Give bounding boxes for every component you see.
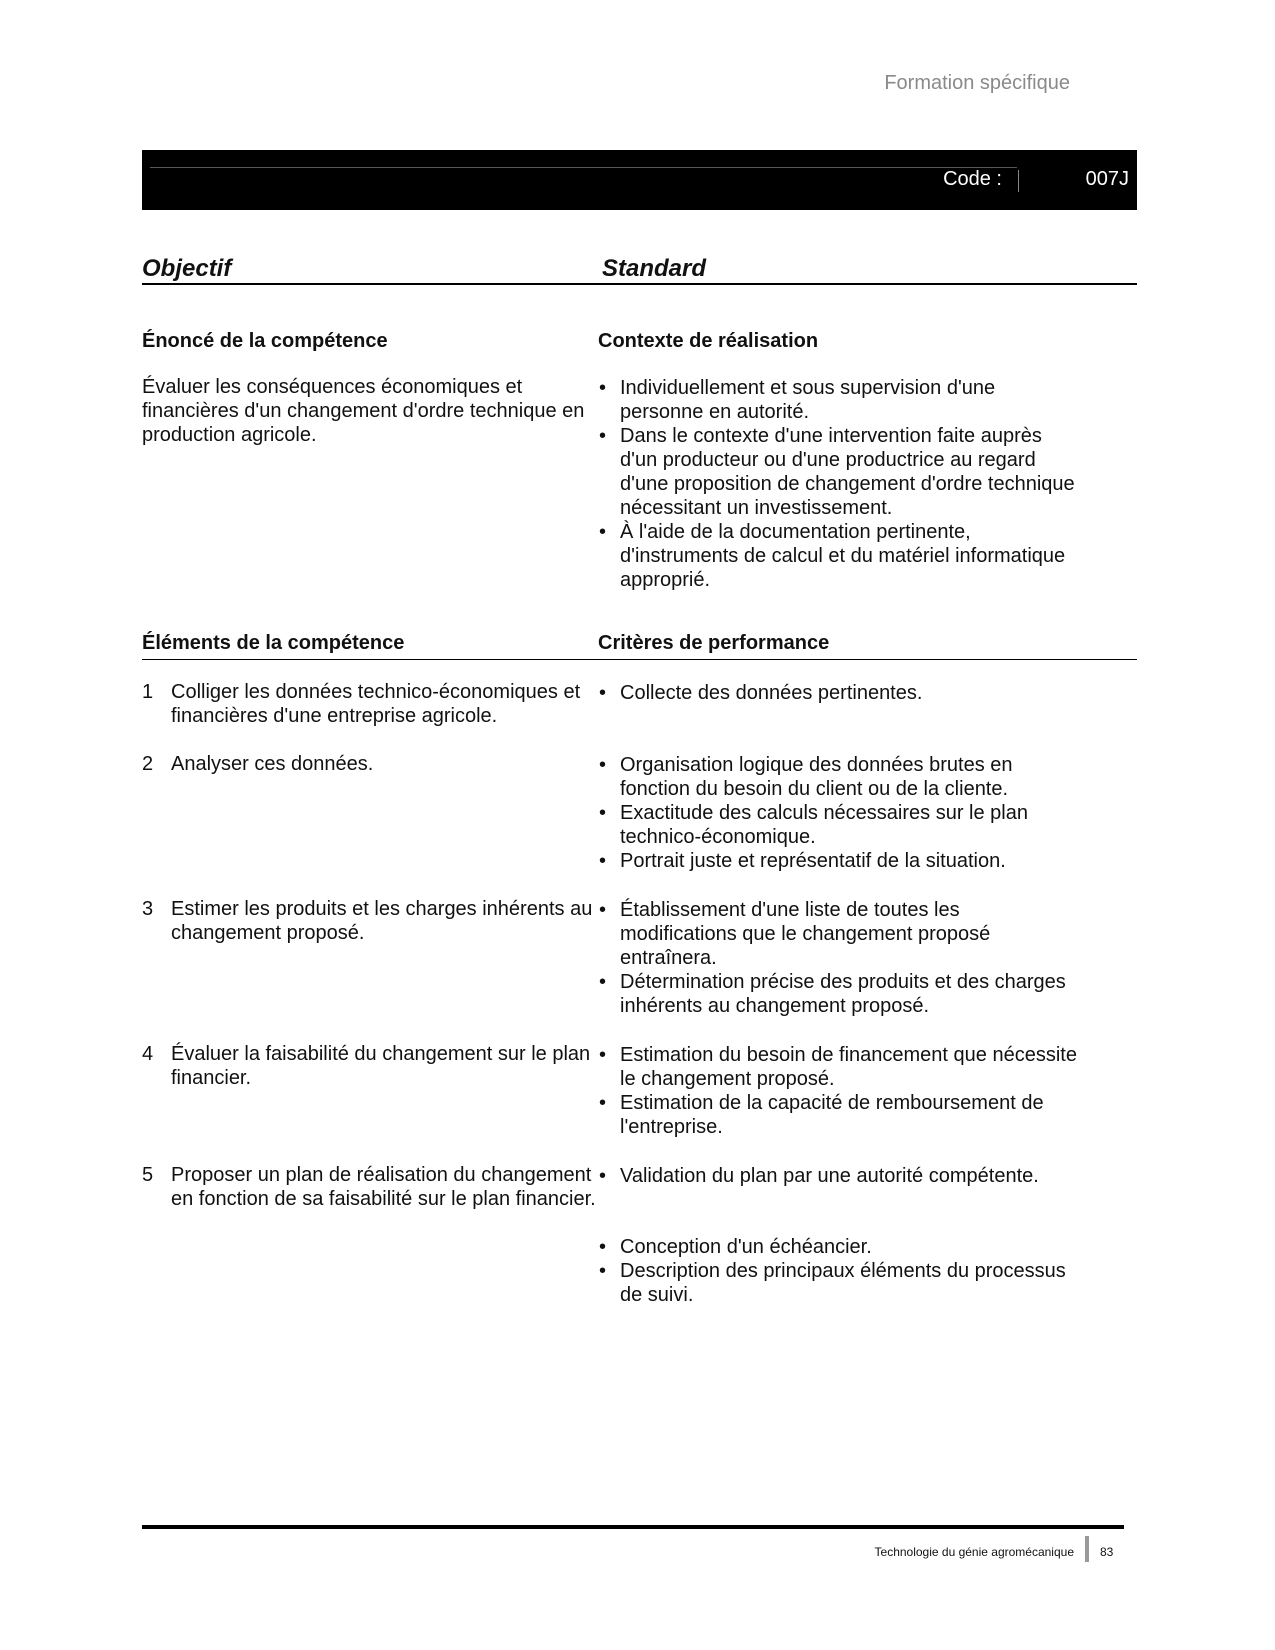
contexte-item: • À l'aide de la documentation pertinente, d'instruments de calcul et du matériel informatique approprié. [598, 520, 1078, 592]
footer-rule [142, 1525, 1124, 1529]
code-value: 007J [1085, 168, 1129, 190]
element-number: 1 [142, 681, 154, 703]
code-bar [142, 150, 1137, 210]
criteria-list-5-extra [598, 1235, 1078, 1307]
element-text: Colliger les données technico-économiques et financières d'une entreprise agricole. [171, 681, 581, 727]
element-text: Évaluer la faisabilité du changement sur le plan financier. [171, 1043, 591, 1089]
criteria-item: • Estimation de la capacité de remboursement de l'entreprise. [598, 1091, 1078, 1139]
criteria-list-3 [598, 898, 1078, 1018]
enonce-heading: Énoncé de la compétence [142, 330, 388, 352]
element-text: Analyser ces données. [171, 753, 374, 775]
standard-title: Standard [602, 255, 707, 282]
criteria-item: • Organisation logique des données brutes en fonction du besoin du client ou de la cliente. [598, 753, 1078, 801]
element-number: 5 [142, 1164, 154, 1186]
title-rule [142, 283, 1137, 285]
criteria-item: • Estimation du besoin de financement que nécessite le changement proposé. [598, 1043, 1078, 1091]
contexte-item: • Dans le contexte d'une intervention faite auprès d'un producteur ou d'une productrice au regard d'une proposition de changement d'ordre technique nécessitant un investissement. [598, 424, 1078, 520]
criteria-item: • Portrait juste et représentatif de la situation. [598, 849, 1078, 873]
code-separator [1018, 170, 1019, 192]
code-bar-line [150, 167, 1017, 168]
criteres-heading: Critères de performance [598, 632, 830, 654]
element-number: 2 [142, 753, 154, 775]
elements-rule [142, 659, 1137, 660]
criteria-list-2 [598, 753, 1078, 873]
criteria-item: • Établissement d'une liste de toutes les modifications que le changement proposé entraînera. [598, 898, 1078, 970]
criteria-item: • Collecte des données pertinentes. [598, 681, 1078, 705]
criteria-list-5 [598, 1164, 1078, 1188]
contexte-list [598, 376, 1078, 592]
code-label: Code : [943, 168, 1002, 190]
element-text: Proposer un plan de réalisation du changement en fonction de sa faisabilité sur le plan financier. [171, 1164, 596, 1210]
section-header: Formation spécifique [884, 72, 1070, 94]
footer-separator [1085, 1536, 1089, 1562]
criteria-list-1 [598, 681, 1078, 705]
footer-program: Technologie du génie agromécanique [874, 1545, 1074, 1559]
objectif-title: Objectif [142, 255, 232, 282]
page-number: 83 [1100, 1545, 1114, 1559]
criteria-list-4 [598, 1043, 1078, 1139]
enonce-text: Évaluer les conséquences économiques et financières d'un changement d'ordre technique en production agricole. [142, 376, 585, 446]
elements-heading: Éléments de la compétence [142, 632, 405, 654]
contexte-item: • Individuellement et sous supervision d'une personne en autorité. [598, 376, 1078, 424]
criteria-item: • Conception d'un échéancier. [598, 1235, 1078, 1259]
contexte-heading: Contexte de réalisation [598, 330, 819, 352]
element-number: 4 [142, 1043, 154, 1065]
criteria-item: • Exactitude des calculs nécessaires sur le plan technico-économique. [598, 801, 1078, 849]
criteria-item: • Détermination précise des produits et des charges inhérents au changement proposé. [598, 970, 1078, 1018]
criteria-item: • Description des principaux éléments du processus de suivi. [598, 1259, 1078, 1307]
element-text: Estimer les produits et les charges inhérents au changement proposé. [171, 898, 593, 944]
element-number: 3 [142, 898, 154, 920]
criteria-item: • Validation du plan par une autorité compétente. [598, 1164, 1078, 1188]
